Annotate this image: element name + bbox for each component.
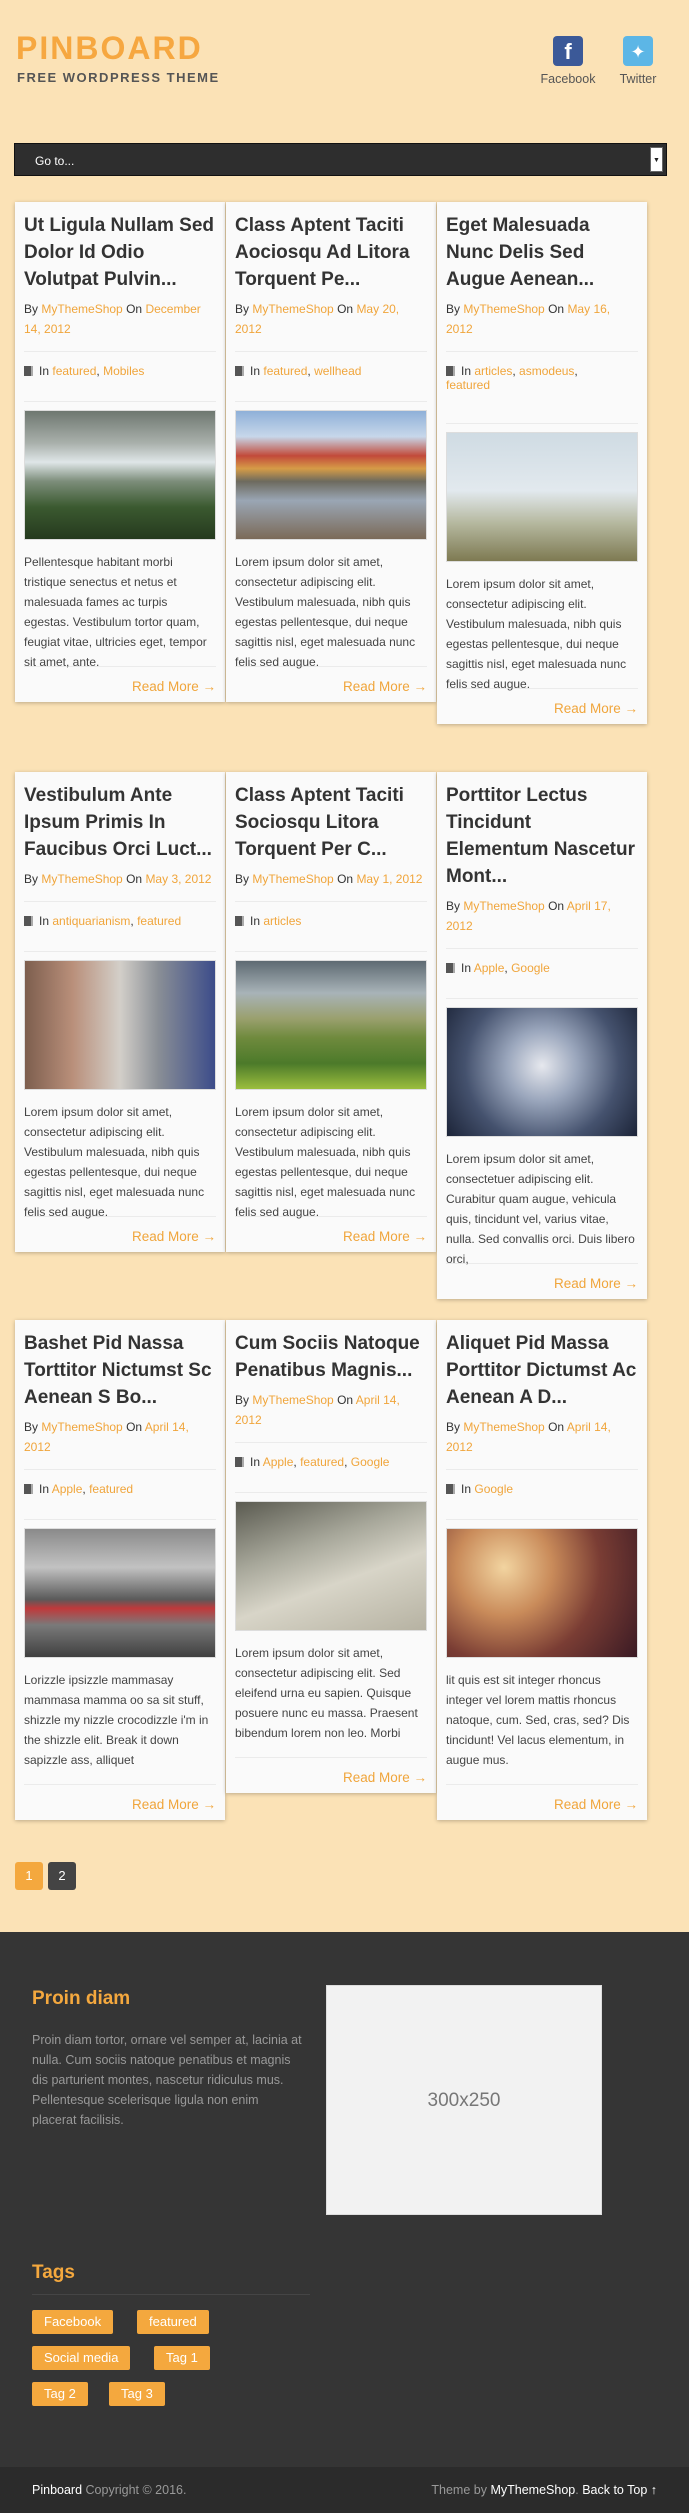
post-thumbnail-deer[interactable] [446, 432, 638, 562]
copyright: Pinboard Copyright © 2016. [32, 2483, 187, 2497]
category-link[interactable]: featured [89, 1482, 134, 1496]
category-link[interactable]: featured [446, 378, 491, 392]
folder-icon [446, 963, 455, 973]
post-title[interactable]: Bashet Pid Nassa Torttitor Nictumst Sc Aenean S Bo... [24, 1333, 212, 1408]
tags-title: Tags [32, 2262, 75, 2283]
post-card [437, 202, 647, 724]
post-card [15, 202, 225, 702]
author-link[interactable]: MyThemeShop [41, 872, 123, 886]
category-link[interactable]: Apple [51, 1482, 83, 1496]
post-categories: In Apple, Google [446, 961, 638, 999]
tag-3[interactable]: Tag 3 [109, 2382, 165, 2406]
category-link[interactable]: featured [300, 1455, 345, 1469]
folder-icon [24, 1484, 33, 1494]
post-date[interactable]: April 14, 2012 [446, 1420, 611, 1454]
post-excerpt: Lorem ipsum dolor sit amet, consectetur adipiscing elit. Vestibulum malesuada, nibh quis egestas pellentesque, dui neque sagittis nisl, eget malesuada nunc felis sed augue. [24, 1105, 205, 1219]
post-card [437, 772, 647, 1299]
tag-2[interactable]: Tag 2 [32, 2382, 88, 2406]
post-excerpt: Lorizzle ipsizzle mammasay mammasa mamma oo sa sit stuff, shizzle my nizzle crocodizzle i'm in the shizzle elit. Break it down sapizzle ass, alliquet [24, 1673, 209, 1767]
folder-icon [235, 366, 244, 376]
site-tagline: FREE WORDPRESS THEME [17, 70, 220, 85]
post-date[interactable]: May 1, 2012 [356, 872, 423, 886]
post-excerpt: Lorem ipsum dolor sit amet, consectetur adipiscing elit. Sed eleifend urna eu sapien. Quisque posuere nunc eu massa. Praesent bibendum lorem non leo. Morbi [235, 1646, 418, 1740]
author-link[interactable]: MyThemeShop [252, 302, 334, 316]
post-title[interactable]: Porttitor Lectus Tincidunt Elementum Nascetur Mont... [446, 785, 636, 887]
folder-icon [446, 1484, 455, 1494]
post-thumbnail-river-valley[interactable] [235, 960, 427, 1090]
folder-icon [446, 366, 455, 376]
post-thumbnail-waterfall[interactable] [24, 410, 216, 540]
post-meta: By MyThemeShop On December 14, 2012 [24, 299, 216, 352]
tag-1[interactable]: Tag 1 [154, 2346, 210, 2370]
read-more-link[interactable]: Read More → [553, 1276, 638, 1291]
post-card [437, 1320, 647, 1820]
footer-widget-title: Proin diam [32, 1988, 131, 2009]
post-title[interactable]: Vestibulum Ante Ipsum Primis In Faucibus Orci Luct... [24, 785, 212, 860]
post-card [226, 202, 436, 702]
post-excerpt: Lorem ipsum dolor sit amet, consectetur adipiscing elit. Vestibulum malesuada, nibh quis egestas pellentesque, dui neque sagittis nisl, eget malesuada nunc felis sed augue. [235, 555, 416, 669]
read-more-link[interactable]: Read More → [131, 679, 216, 694]
post-title[interactable]: Ut Ligula Nullam Sed Dolor Id Odio Volutpat Pulvin... [24, 215, 215, 290]
twitter-link[interactable] [608, 36, 668, 86]
post-categories: In articles, asmodeus, featured [446, 364, 638, 424]
post-thumbnail-canal-town[interactable] [235, 410, 427, 540]
category-link[interactable]: Google [511, 961, 550, 975]
ad-placeholder[interactable]: 300x250 [326, 1985, 602, 2215]
site-link[interactable]: Pinboard [32, 2483, 83, 2497]
category-link[interactable]: articles [263, 914, 302, 928]
post-meta: By MyThemeShop On April 14, 2012 [24, 1417, 216, 1470]
read-more-link[interactable]: Read More → [553, 701, 638, 716]
post-thumbnail-angel[interactable] [446, 1007, 638, 1137]
author-link[interactable]: MyThemeShop [463, 302, 545, 316]
post-card [15, 772, 225, 1252]
bottom-bar [0, 2467, 689, 2513]
post-categories: In Google [446, 1482, 638, 1520]
author-link[interactable]: MyThemeShop [463, 899, 545, 913]
category-link[interactable]: featured [137, 914, 182, 928]
post-card [15, 1320, 225, 1820]
twitter-label[interactable]: Twitter [619, 72, 657, 86]
category-link[interactable]: featured [52, 364, 97, 378]
post-meta: By MyThemeShop On May 20, 2012 [235, 299, 427, 352]
page-link-current[interactable]: 1 [15, 1862, 43, 1890]
folder-icon [24, 366, 33, 376]
post-title[interactable]: Cum Sociis Natoque Penatibus Magnis... [235, 1333, 420, 1381]
post-meta: By MyThemeShop On April 17, 2012 [446, 896, 638, 949]
post-title[interactable]: Eget Malesuada Nunc Delis Sed Augue Aenean... [446, 215, 595, 290]
tag-facebook[interactable]: Facebook [32, 2310, 113, 2334]
site-header [0, 0, 689, 140]
post-excerpt: Lorem ipsum dolor sit amet, consectetur adipiscing elit. Vestibulum malesuada, nibh quis egestas pellentesque, dui neque sagittis nisl, eget malesuada nunc felis sed augue. [446, 577, 627, 691]
nav-select[interactable] [14, 143, 667, 176]
post-categories: In featured, wellhead [235, 364, 427, 402]
read-more-link[interactable]: Read More → [342, 1770, 427, 1785]
category-link[interactable]: Google [474, 1482, 514, 1496]
folder-icon [235, 1457, 244, 1467]
post-categories: In Apple, featured [24, 1482, 216, 1520]
read-more-link[interactable]: Read More → [342, 679, 427, 694]
folder-icon [235, 916, 244, 926]
post-date[interactable]: April 17, 2012 [446, 899, 611, 933]
post-thumbnail-couple-kiss[interactable] [446, 1528, 638, 1658]
post-thumbnail-skateboarder[interactable] [235, 1501, 427, 1631]
category-link[interactable]: articles [474, 364, 513, 378]
category-link[interactable]: asmodeus [519, 364, 575, 378]
post-excerpt: lit quis est sit integer rhoncus integer vel lorem mattis rhoncus natoque, cum. Sed, cras, sed? Dis tincidunt! Vel lacus elementum, in augue mus. [446, 1673, 630, 1767]
facebook-link[interactable] [538, 36, 598, 86]
post-meta: By MyThemeShop On April 14, 2012 [446, 1417, 638, 1470]
category-link[interactable]: Google [350, 1455, 390, 1469]
post-card [226, 1320, 436, 1793]
folder-icon [24, 916, 33, 926]
post-excerpt: Pellentesque habitant morbi tristique senectus et netus et malesuada fames ac turpis egestas. Vestibulum tortor quam, feugiat vitae, ultricies eget, tempor sit amet, ante. [24, 555, 207, 669]
post-date[interactable]: May 20, 2012 [235, 302, 400, 336]
category-link[interactable]: featured [263, 364, 308, 378]
post-categories: In antiquarianism, featured [24, 914, 216, 952]
category-link[interactable]: Apple [473, 961, 505, 975]
post-date[interactable]: December 14, 2012 [24, 302, 201, 336]
post-date[interactable]: May 16, 2012 [446, 302, 611, 336]
category-link[interactable]: antiquarianism [52, 914, 131, 928]
nav-select-label: Go to... [35, 154, 75, 168]
post-date[interactable]: April 14, 2012 [235, 1393, 400, 1427]
category-link[interactable]: wellhead [314, 364, 362, 378]
post-date[interactable]: May 3, 2012 [145, 872, 212, 886]
read-more-link[interactable]: Read More → [342, 1229, 427, 1244]
post-meta: By MyThemeShop On April 14, 2012 [235, 1390, 427, 1443]
theme-author-link[interactable]: MyThemeShop [490, 2483, 576, 2497]
post-meta: By MyThemeShop On May 3, 2012 [24, 869, 216, 902]
post-excerpt: Lorem ipsum dolor sit amet, consectetuer adipiscing elit. Curabitur quam augue, vehicula quis, tincidunt vel, varius vitae, nulla. Sed convallis orci. Duis libero orci, [446, 1152, 635, 1266]
chevron-down-icon[interactable]: ▼ [650, 147, 663, 172]
read-more-link[interactable]: Read More → [553, 1797, 638, 1812]
post-meta: By MyThemeShop On May 1, 2012 [235, 869, 427, 902]
post-title[interactable]: Aliquet Pid Massa Porttitor Dictumst Ac Aenean A D... [446, 1333, 637, 1408]
category-link[interactable]: Mobiles [103, 364, 145, 378]
page-link[interactable]: 2 [48, 1862, 76, 1890]
site-logo[interactable]: PINBOARD [16, 30, 203, 66]
post-categories: In articles [235, 914, 427, 952]
post-categories: In Apple, featured, Google [235, 1455, 427, 1493]
post-title[interactable]: Class Aptent Taciti Aociosqu Ad Litora Torquent Pe... [235, 215, 410, 290]
post-thumbnail-horse-carriage[interactable] [24, 960, 216, 1090]
twitter-icon[interactable]: ✦ [623, 36, 653, 66]
author-link[interactable]: MyThemeShop [252, 1393, 334, 1407]
read-more-link[interactable]: Read More → [131, 1229, 216, 1244]
post-categories: In featured, Mobiles [24, 364, 216, 402]
post-date[interactable]: April 14, 2012 [24, 1420, 189, 1454]
author-link[interactable]: MyThemeShop [41, 302, 123, 316]
facebook-label[interactable]: Facebook [540, 72, 596, 86]
post-excerpt: Lorem ipsum dolor sit amet, consectetur adipiscing elit. Vestibulum malesuada, nibh quis egestas pellentesque, dui neque sagittis nisl, eget malesuada nunc felis sed augue. [235, 1105, 416, 1219]
post-thumbnail-fountain-bus[interactable] [24, 1528, 216, 1658]
footer-widget-text: Proin diam tortor, ornare vel semper at, lacinia at nulla. Cum sociis natoque penatibus et magnis dis parturient montes, nascetur ridiculus mus. Pellentesque scelerisque ligula non enim placerat facilisis. [32, 2033, 302, 2127]
post-meta: By MyThemeShop On May 16, 2012 [446, 299, 638, 352]
tag-featured[interactable]: featured [137, 2310, 209, 2334]
facebook-icon[interactable]: f [553, 36, 583, 66]
post-card [226, 772, 436, 1252]
author-link[interactable]: MyThemeShop [463, 1420, 545, 1434]
credits: Theme by MyThemeShop. Back to Top ↑ [431, 2483, 657, 2497]
back-to-top-link[interactable]: Back to Top ↑ [582, 2483, 657, 2497]
category-link[interactable]: Apple [262, 1455, 294, 1469]
divider [32, 2294, 310, 2295]
author-link[interactable]: MyThemeShop [252, 872, 334, 886]
read-more-link[interactable]: Read More → [131, 1797, 216, 1812]
tag-social-media[interactable]: Social media [32, 2346, 130, 2370]
author-link[interactable]: MyThemeShop [41, 1420, 123, 1434]
post-title[interactable]: Class Aptent Taciti Sociosqu Litora Torquent Per C... [235, 785, 404, 860]
